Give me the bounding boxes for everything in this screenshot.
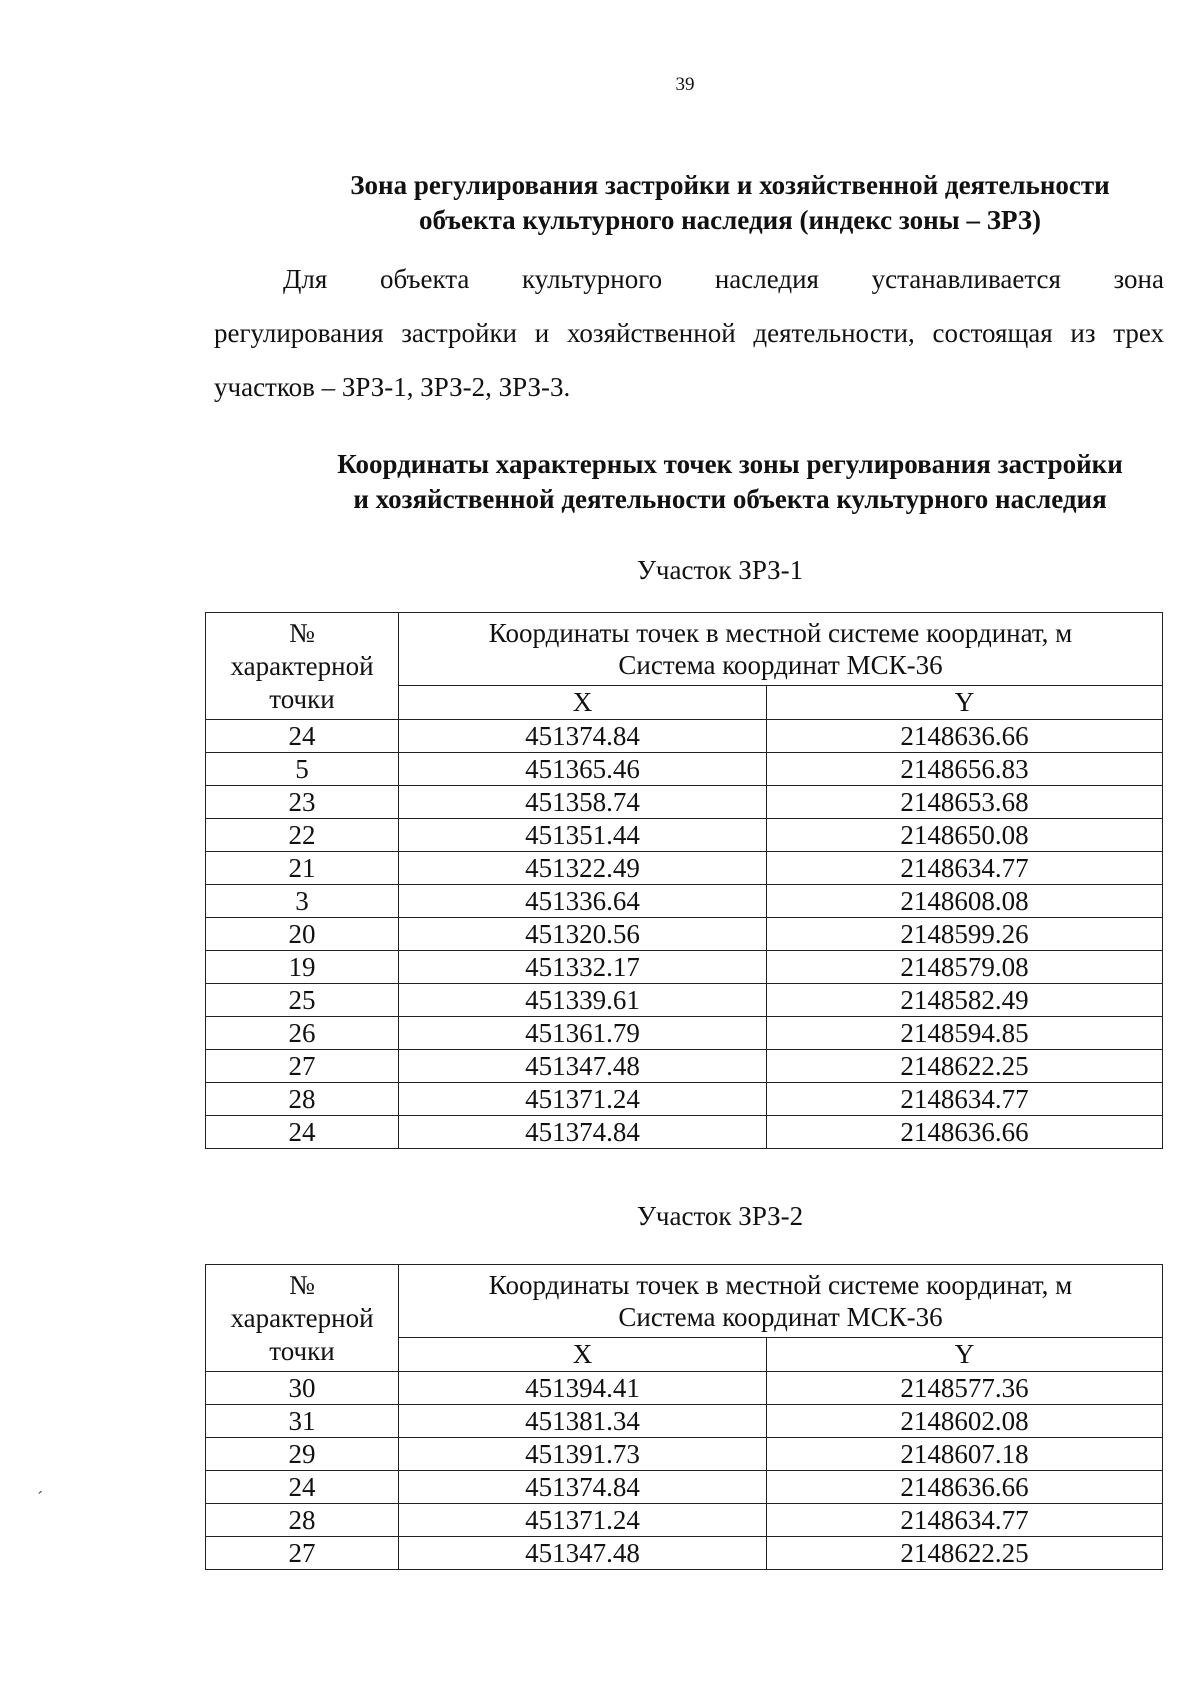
point-number-cell: 24 <box>206 1471 399 1504</box>
table-row <box>206 720 1163 753</box>
coords-heading <box>285 447 1175 517</box>
point-number-cell: 19 <box>206 951 399 984</box>
coords-heading-line-2: и хозяйственной деятельности объекта культурного наследия <box>353 484 1107 514</box>
table-row <box>206 1537 1163 1570</box>
point-number-cell: 29 <box>206 1438 399 1471</box>
table-row <box>206 786 1163 819</box>
point-number-cell: 28 <box>206 1083 399 1116</box>
y-coordinate-cell: 2148579.08 <box>767 951 1163 984</box>
y-coordinate-cell: 2148622.25 <box>767 1050 1163 1083</box>
table-row <box>206 1017 1163 1050</box>
point-number-cell: 5 <box>206 753 399 786</box>
point-number-cell: 28 <box>206 1504 399 1537</box>
coords-table-body-zrz1 <box>206 720 1163 1149</box>
intro-line-1: Для объекта культурного наследия устанавливается зона <box>283 264 1164 294</box>
point-number-cell: 30 <box>206 1372 399 1405</box>
x-coordinate-cell: 451339.61 <box>399 984 767 1017</box>
y-coordinate-cell: 2148577.36 <box>767 1372 1163 1405</box>
point-number-cell: 22 <box>206 819 399 852</box>
y-coordinate-cell: 2148634.77 <box>767 1083 1163 1116</box>
table-row <box>206 819 1163 852</box>
y-coordinate-cell: 2148608.08 <box>767 885 1163 918</box>
table-row <box>206 852 1163 885</box>
point-number-header: № характерной точки <box>206 613 399 720</box>
point-number-cell: 31 <box>206 1405 399 1438</box>
coords-heading-line-1: Координаты характерных точек зоны регулирования застройки <box>337 449 1123 479</box>
table-row <box>206 918 1163 951</box>
x-coordinate-cell: 451374.84 <box>399 720 767 753</box>
x-coordinate-cell: 451374.84 <box>399 1471 767 1504</box>
point-number-cell: 26 <box>206 1017 399 1050</box>
x-coordinate-cell: 451347.48 <box>399 1537 767 1570</box>
stray-pen-mark: ˊ <box>37 1488 43 1508</box>
point-number-cell: 25 <box>206 984 399 1017</box>
y-coordinate-cell: 2148599.26 <box>767 918 1163 951</box>
intro-paragraph <box>214 252 1164 414</box>
table-row <box>206 951 1163 984</box>
point-number-cell: 27 <box>206 1537 399 1570</box>
y-coordinate-cell: 2148653.68 <box>767 786 1163 819</box>
y-column-header: Y <box>767 686 1163 720</box>
y-coordinate-cell: 2148622.25 <box>767 1537 1163 1570</box>
x-coordinate-cell: 451371.24 <box>399 1504 767 1537</box>
y-coordinate-cell: 2148602.08 <box>767 1405 1163 1438</box>
x-column-header: X <box>399 1338 767 1372</box>
x-coordinate-cell: 451320.56 <box>399 918 767 951</box>
x-coordinate-cell: 451332.17 <box>399 951 767 984</box>
intro-line-2: регулирования застройки и хозяйственной деятельности, состоящая из трех <box>214 318 1164 348</box>
point-number-cell: 21 <box>206 852 399 885</box>
x-coordinate-cell: 451381.34 <box>399 1405 767 1438</box>
table-row <box>206 1050 1163 1083</box>
y-coordinate-cell: 2148582.49 <box>767 984 1163 1017</box>
zone-heading-line-1: Зона регулирования застройки и хозяйственной деятельности <box>350 170 1110 200</box>
y-coordinate-cell: 2148650.08 <box>767 819 1163 852</box>
point-number-cell: 24 <box>206 720 399 753</box>
x-coordinate-cell: 451394.41 <box>399 1372 767 1405</box>
coords-table-body-zrz2 <box>206 1372 1163 1570</box>
table-row <box>206 753 1163 786</box>
coords-table-zrz1 <box>205 612 1163 1149</box>
x-coordinate-cell: 451365.46 <box>399 753 767 786</box>
y-coordinate-cell: 2148607.18 <box>767 1438 1163 1471</box>
x-coordinate-cell: 451336.64 <box>399 885 767 918</box>
table-row <box>206 1372 1163 1405</box>
y-coordinate-cell: 2148634.77 <box>767 1504 1163 1537</box>
y-coordinate-cell: 2148634.77 <box>767 852 1163 885</box>
zone-heading <box>285 168 1175 238</box>
section-title-zrz2: Участок ЗРЗ-2 <box>636 1201 804 1231</box>
table-row <box>206 885 1163 918</box>
y-coordinate-cell: 2148636.66 <box>767 720 1163 753</box>
x-coordinate-cell: 451361.79 <box>399 1017 767 1050</box>
table-row <box>206 1471 1163 1504</box>
table-row <box>206 1405 1163 1438</box>
x-column-header: X <box>399 686 767 720</box>
point-number-cell: 27 <box>206 1050 399 1083</box>
x-coordinate-cell: 451322.49 <box>399 852 767 885</box>
table-row <box>206 1504 1163 1537</box>
x-coordinate-cell: 451374.84 <box>399 1116 767 1149</box>
x-coordinate-cell: 451351.44 <box>399 819 767 852</box>
section-title-zrz1: Участок ЗРЗ-1 <box>636 555 804 585</box>
x-coordinate-cell: 451358.74 <box>399 786 767 819</box>
y-column-header: Y <box>767 1338 1163 1372</box>
table-row <box>206 1083 1163 1116</box>
point-number-cell: 3 <box>206 885 399 918</box>
x-coordinate-cell: 451391.73 <box>399 1438 767 1471</box>
point-number-cell: 20 <box>206 918 399 951</box>
zone-heading-line-2: объекта культурного наследия (индекс зоны – ЗРЗ) <box>418 205 1042 235</box>
coordinates-header: Координаты точек в местной системе координат, м Система координат МСК-36 <box>399 613 1163 686</box>
y-coordinate-cell: 2148636.66 <box>767 1471 1163 1504</box>
point-number-cell: 24 <box>206 1116 399 1149</box>
x-coordinate-cell: 451347.48 <box>399 1050 767 1083</box>
table-row <box>206 1438 1163 1471</box>
x-coordinate-cell: 451371.24 <box>399 1083 767 1116</box>
coords-table-zrz2 <box>205 1264 1163 1570</box>
table-row <box>206 1116 1163 1149</box>
y-coordinate-cell: 2148656.83 <box>767 753 1163 786</box>
y-coordinate-cell: 2148636.66 <box>767 1116 1163 1149</box>
page-number: 39 <box>675 74 695 95</box>
point-number-header: № характерной точки <box>206 1265 399 1372</box>
coordinates-header: Координаты точек в местной системе координат, м Система координат МСК-36 <box>399 1265 1163 1338</box>
intro-line-3: участков – ЗРЗ-1, ЗРЗ-2, ЗРЗ-3. <box>214 372 571 402</box>
table-row <box>206 984 1163 1017</box>
y-coordinate-cell: 2148594.85 <box>767 1017 1163 1050</box>
point-number-cell: 23 <box>206 786 399 819</box>
